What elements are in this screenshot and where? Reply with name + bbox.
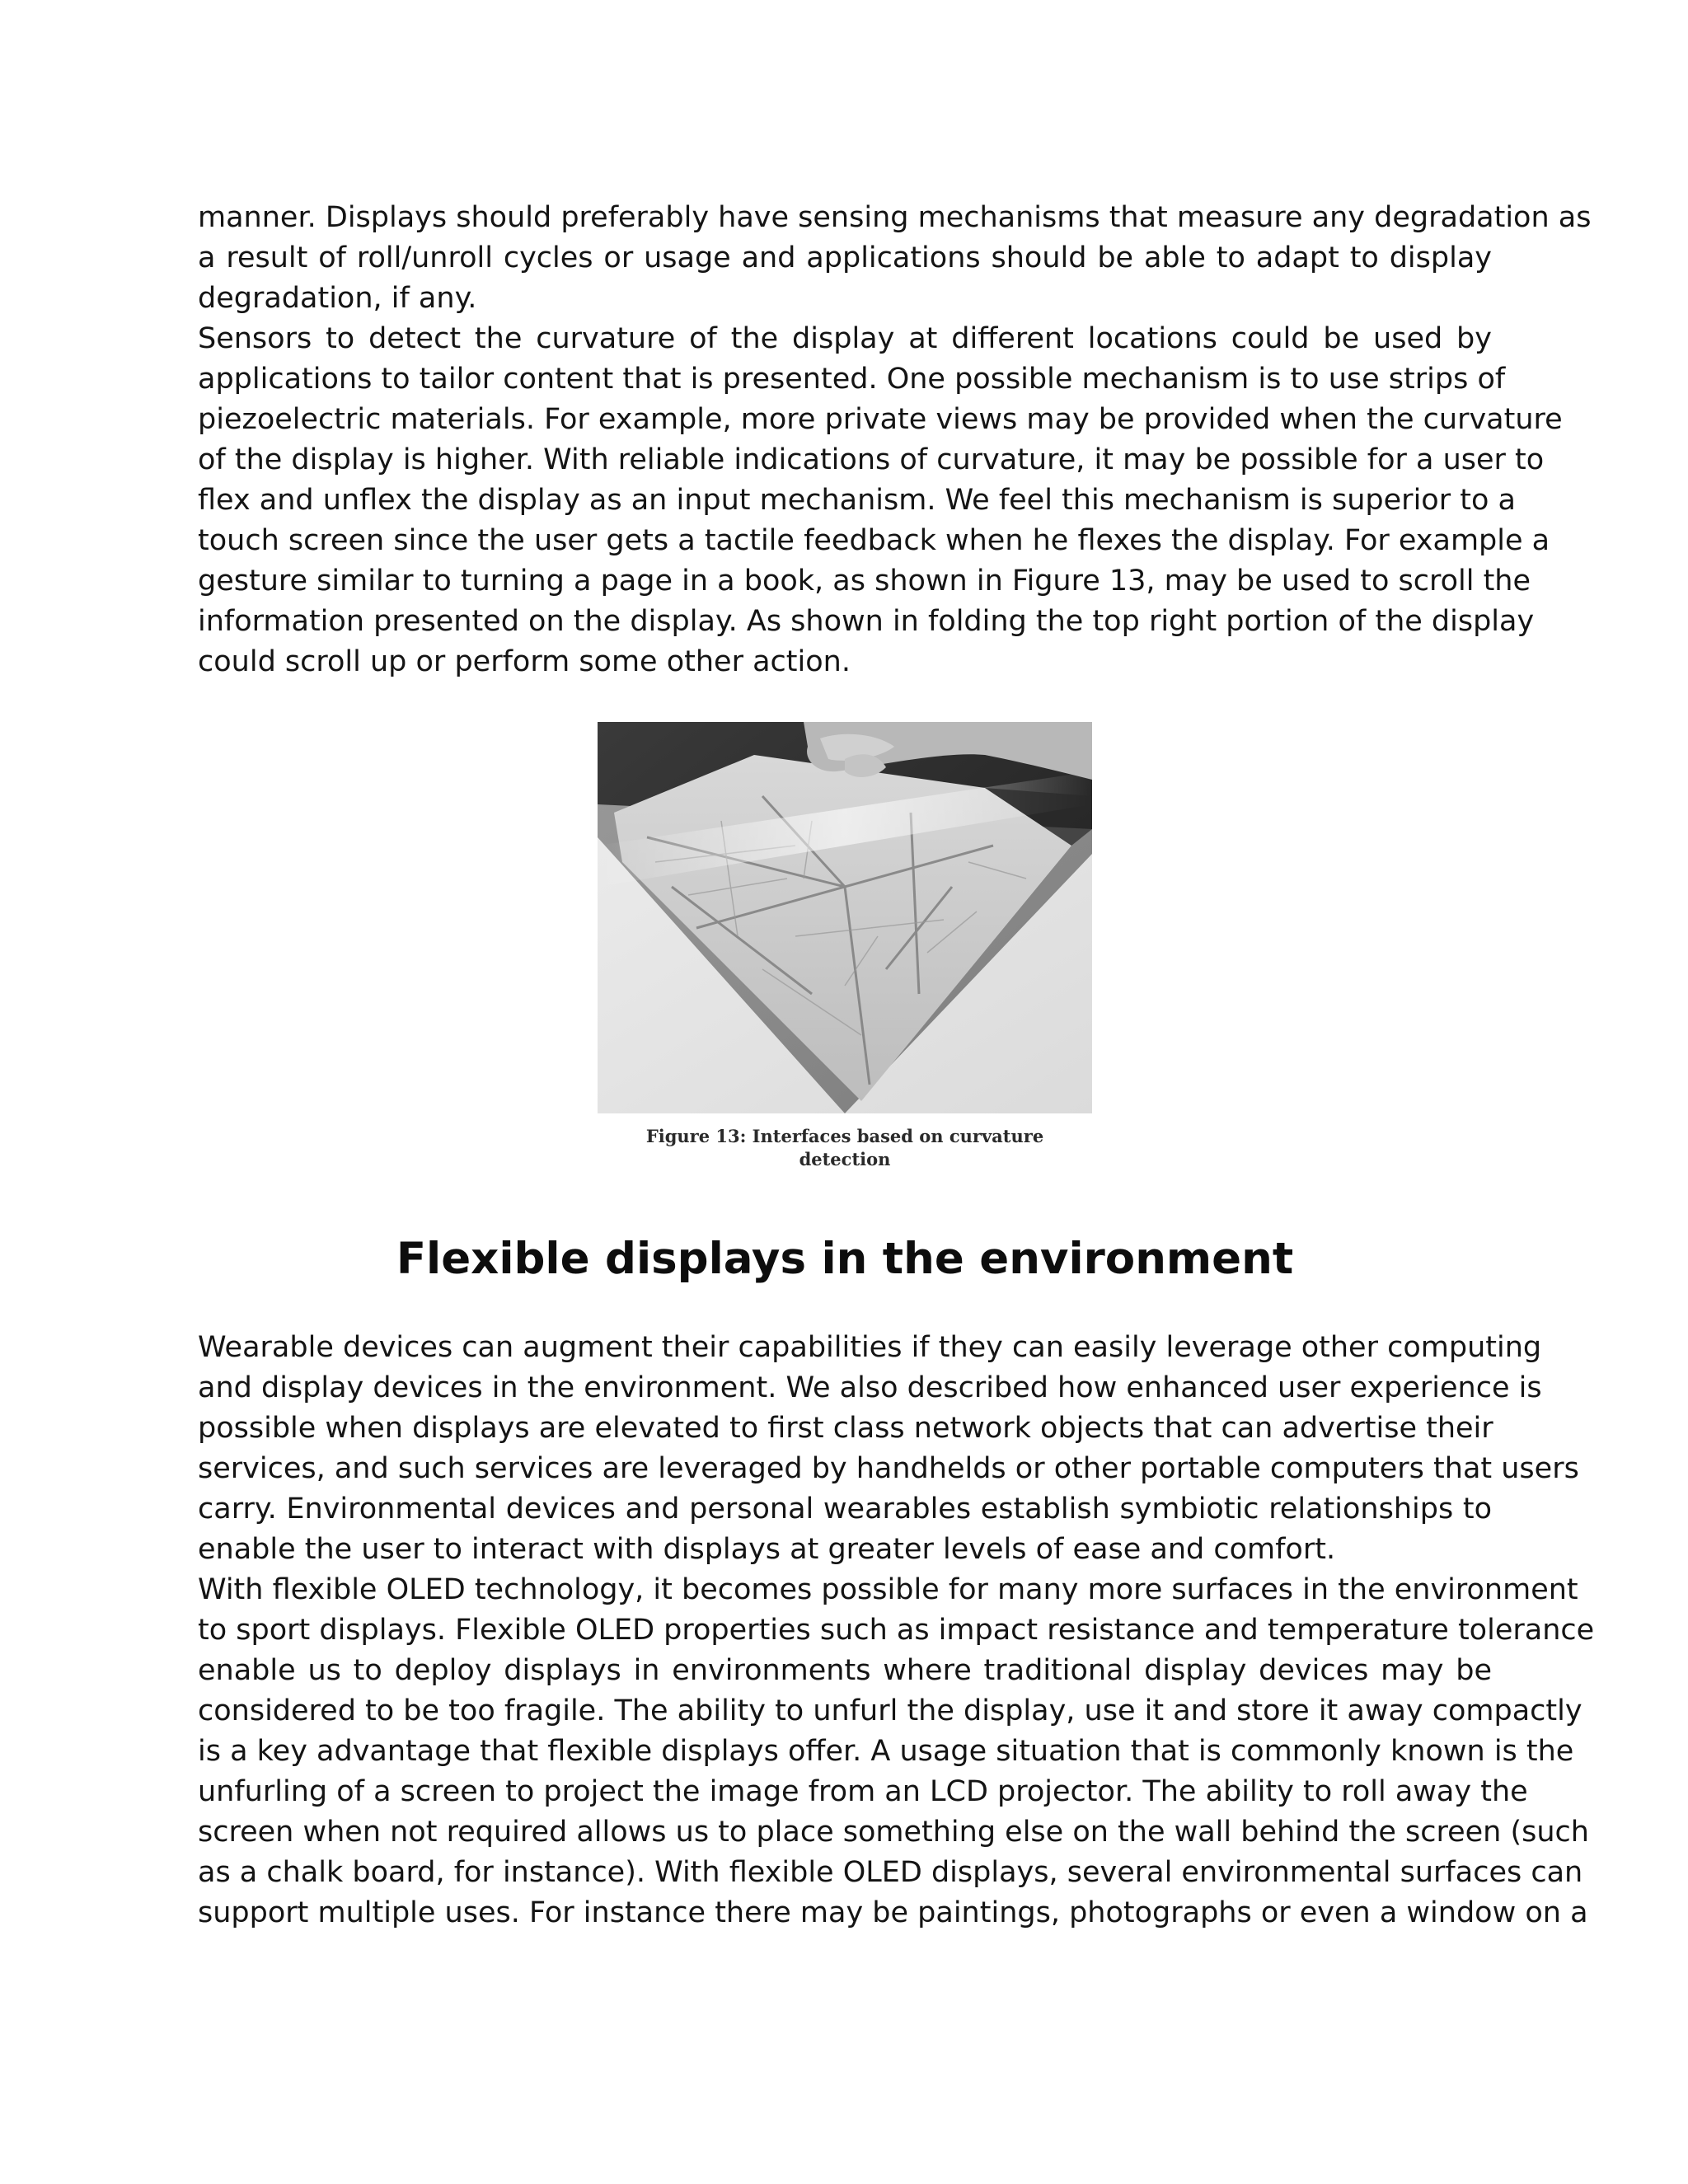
text-line: Sensors to detect the curvature of the display at different locations could be used by xyxy=(198,322,1492,355)
text-line: unfurling of a screen to project the image from an LCD projector. The ability to roll away the xyxy=(198,1775,1528,1808)
text-line: support multiple uses. For instance there may be paintings, photographs or even a window on a xyxy=(198,1896,1588,1929)
text-line: as a chalk board, for instance). With flexible OLED displays, several environmental surfaces can xyxy=(198,1856,1583,1889)
text-line: manner. Displays should preferably have sensing mechanisms that measure any degradation as xyxy=(198,201,1592,234)
text-line: degradation, if any. xyxy=(198,282,477,315)
paragraph-curvature-sensors xyxy=(198,319,1563,682)
paragraph-wearable-devices xyxy=(198,1328,1579,1570)
text-line: could scroll up or perform some other action. xyxy=(198,645,851,678)
text-line: touch screen since the user gets a tactile feedback when he flexes the display. For example a xyxy=(198,524,1550,557)
text-line: With flexible OLED technology, it becomes possible for many more surfaces in the environment xyxy=(198,1573,1578,1606)
text-line: enable us to deploy displays in environments where traditional display devices may be xyxy=(198,1654,1492,1687)
text-line: considered to be too fragile. The ability to unfurl the display, use it and store it away compactly xyxy=(198,1694,1582,1727)
text-line: enable the user to interact with displays at greater levels of ease and comfort. xyxy=(198,1533,1336,1566)
paragraph-degradation xyxy=(198,198,1592,319)
figure-13 xyxy=(598,722,1092,1171)
paragraph-flexible-oled xyxy=(198,1570,1595,1933)
figure-photo-flexible-display xyxy=(598,722,1092,1113)
text-line: carry. Environmental devices and personal wearables establish symbiotic relationships to xyxy=(198,1493,1492,1526)
text-line: Wearable devices can augment their capabilities if they can easily leverage other computing xyxy=(198,1331,1542,1364)
text-line: a result of roll/unroll cycles or usage and applications should be able to adapt to display xyxy=(198,241,1492,274)
text-line: gesture similar to turning a page in a book, as shown in Figure 13, may be used to scroll the xyxy=(198,565,1531,598)
text-line: of the display is higher. With reliable indications of curvature, it may be possible for a user to xyxy=(198,443,1545,476)
text-line: screen when not required allows us to place something else on the wall behind the screen (such xyxy=(198,1816,1589,1849)
text-line: to sport displays. Flexible OLED properties such as impact resistance and temperature tolerance xyxy=(198,1614,1595,1647)
section-heading: Flexible displays in the environment xyxy=(396,1234,1294,1284)
document-page xyxy=(198,198,1595,1933)
text-line: piezoelectric materials. For example, more private views may be provided when the curvature xyxy=(198,403,1563,436)
text-line: flex and unflex the display as an input mechanism. We feel this mechanism is superior to a xyxy=(198,484,1516,517)
figure-caption: Figure 13: Interfaces based on curvature detection xyxy=(645,1126,1044,1169)
text-line: services, and such services are leveraged by handhelds or other portable computers that users xyxy=(198,1452,1579,1485)
text-line: applications to tailor content that is presented. One possible mechanism is to use strips of xyxy=(198,363,1506,396)
text-line: possible when displays are elevated to first class network objects that can advertise their xyxy=(198,1412,1493,1445)
text-line: is a key advantage that flexible displays offer. A usage situation that is commonly known is the xyxy=(198,1735,1574,1768)
text-line: and display devices in the environment. We also described how enhanced user experience is xyxy=(198,1371,1542,1404)
text-line: information presented on the display. As shown in folding the top right portion of the display xyxy=(198,605,1535,638)
